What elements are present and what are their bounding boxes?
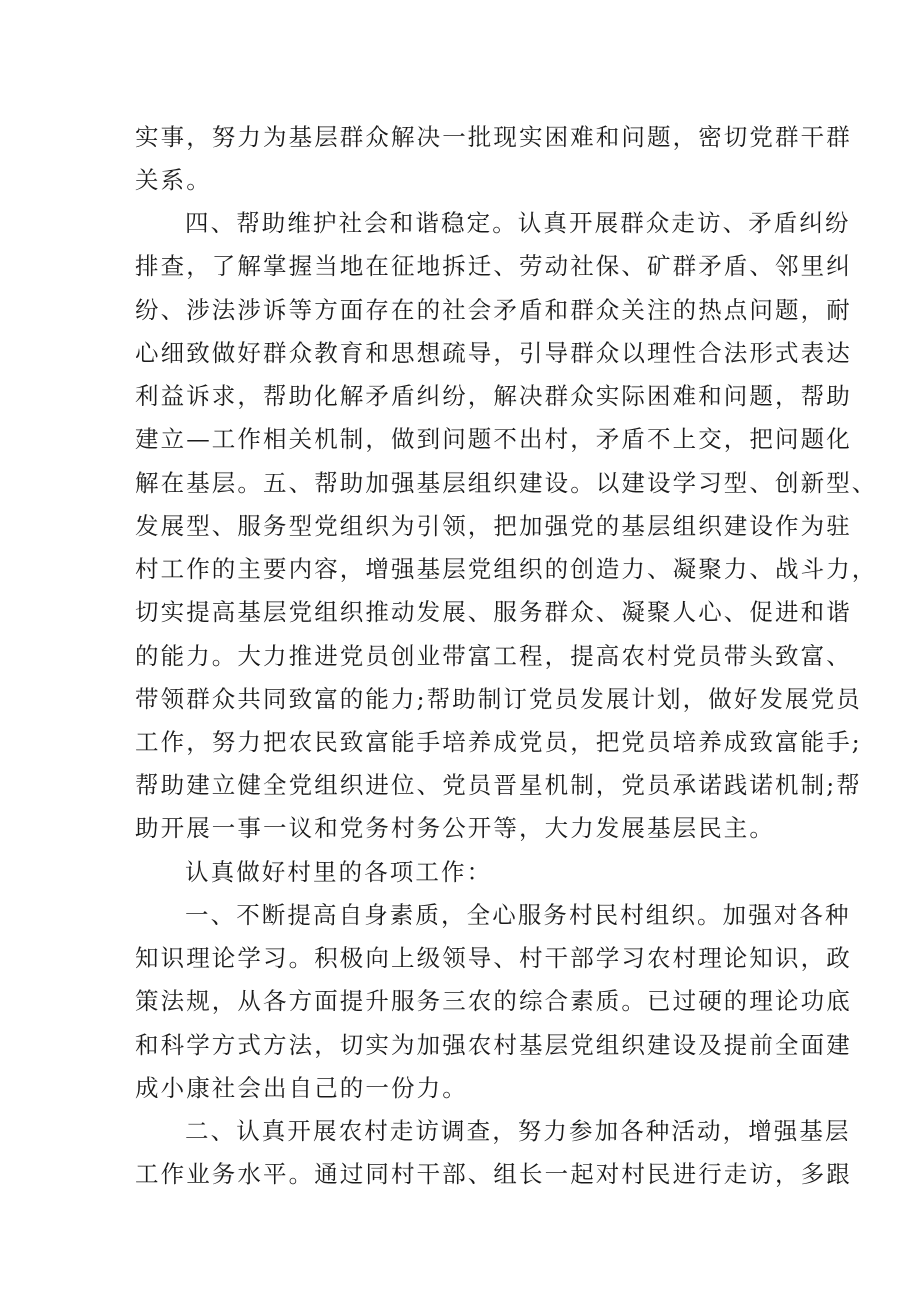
text-line: 知识理论学习。积极向上级领导、村干部学习农村理论知识，政 — [135, 944, 852, 972]
text-line: 的能力。大力推进党员创业带富工程，提高农村党员带头致富、 — [135, 642, 852, 670]
text-line: 帮助建立健全党组织进位、党员晋星机制，党员承诺践诺机制;帮 — [135, 771, 862, 799]
text-line: 村工作的主要内容，增强基层党组织的创造力、凝聚力、战斗力， — [135, 555, 878, 583]
text-line: 发展型、服务型党组织为引领，把加强党的基层组织建设作为驻 — [135, 512, 852, 540]
text-line: 成小康社会出自己的一份力。 — [135, 1074, 468, 1102]
text-line: 利益诉求，帮助化解矛盾纠纷，解决群众实际困难和问题，帮助 — [135, 382, 852, 410]
text-line: 工作业务水平。通过同村干部、组长一起对村民进行走访，多跟 — [135, 1160, 852, 1188]
text-line: 带领群众共同致富的能力;帮助制订党员发展计划，做好发展党员 — [135, 685, 862, 713]
text-line: 纷、涉法涉诉等方面存在的社会矛盾和群众关注的热点问题，耐 — [135, 296, 852, 324]
text-line: 和科学方式方法，切实为加强农村基层党组织建设及提前全面建 — [135, 1031, 852, 1059]
text-line: 实事，努力为基层群众解决一批现实困难和问题，密切党群干群 — [135, 123, 852, 151]
paragraph-start-line: 四、帮助维护社会和谐稳定。认真开展群众走访、矛盾纠纷 — [185, 209, 851, 237]
paragraph-start-line: 二、认真开展农村走访调查，努力参加各种活动，增强基层 — [185, 1117, 851, 1145]
text-line: 助开展一事一议和党务村务公开等，大力发展基层民主。 — [135, 814, 775, 842]
text-line: 关系。 — [135, 166, 212, 194]
text-line: 切实提高基层党组织推动发展、服务群众、凝聚人心、促进和谐 — [135, 598, 852, 626]
text-line: 策法规，从各方面提升服务三农的综合素质。已过硬的理论功底 — [135, 987, 852, 1015]
text-line: 心细致做好群众教育和思想疏导，引导群众以理性合法形式表达 — [135, 339, 852, 367]
paragraph-start-line: 一、不断提高自身素质，全心服务村民村组织。加强对各种 — [185, 901, 851, 929]
text-line: 工作，努力把农民致富能手培养成党员，把党员培养成致富能手; — [135, 728, 862, 756]
section-heading: 认真做好村里的各项工作： — [185, 858, 493, 886]
text-line: 排查，了解掌握当地在征地拆迁、劳动社保、矿群矛盾、邻里纠 — [135, 252, 852, 280]
text-line: 建立—工作相关机制，做到问题不出村，矛盾不上交，把问题化 — [135, 425, 852, 453]
text-line: 解在基层。五、帮助加强基层组织建设。以建设学习型、创新型、 — [135, 469, 878, 497]
